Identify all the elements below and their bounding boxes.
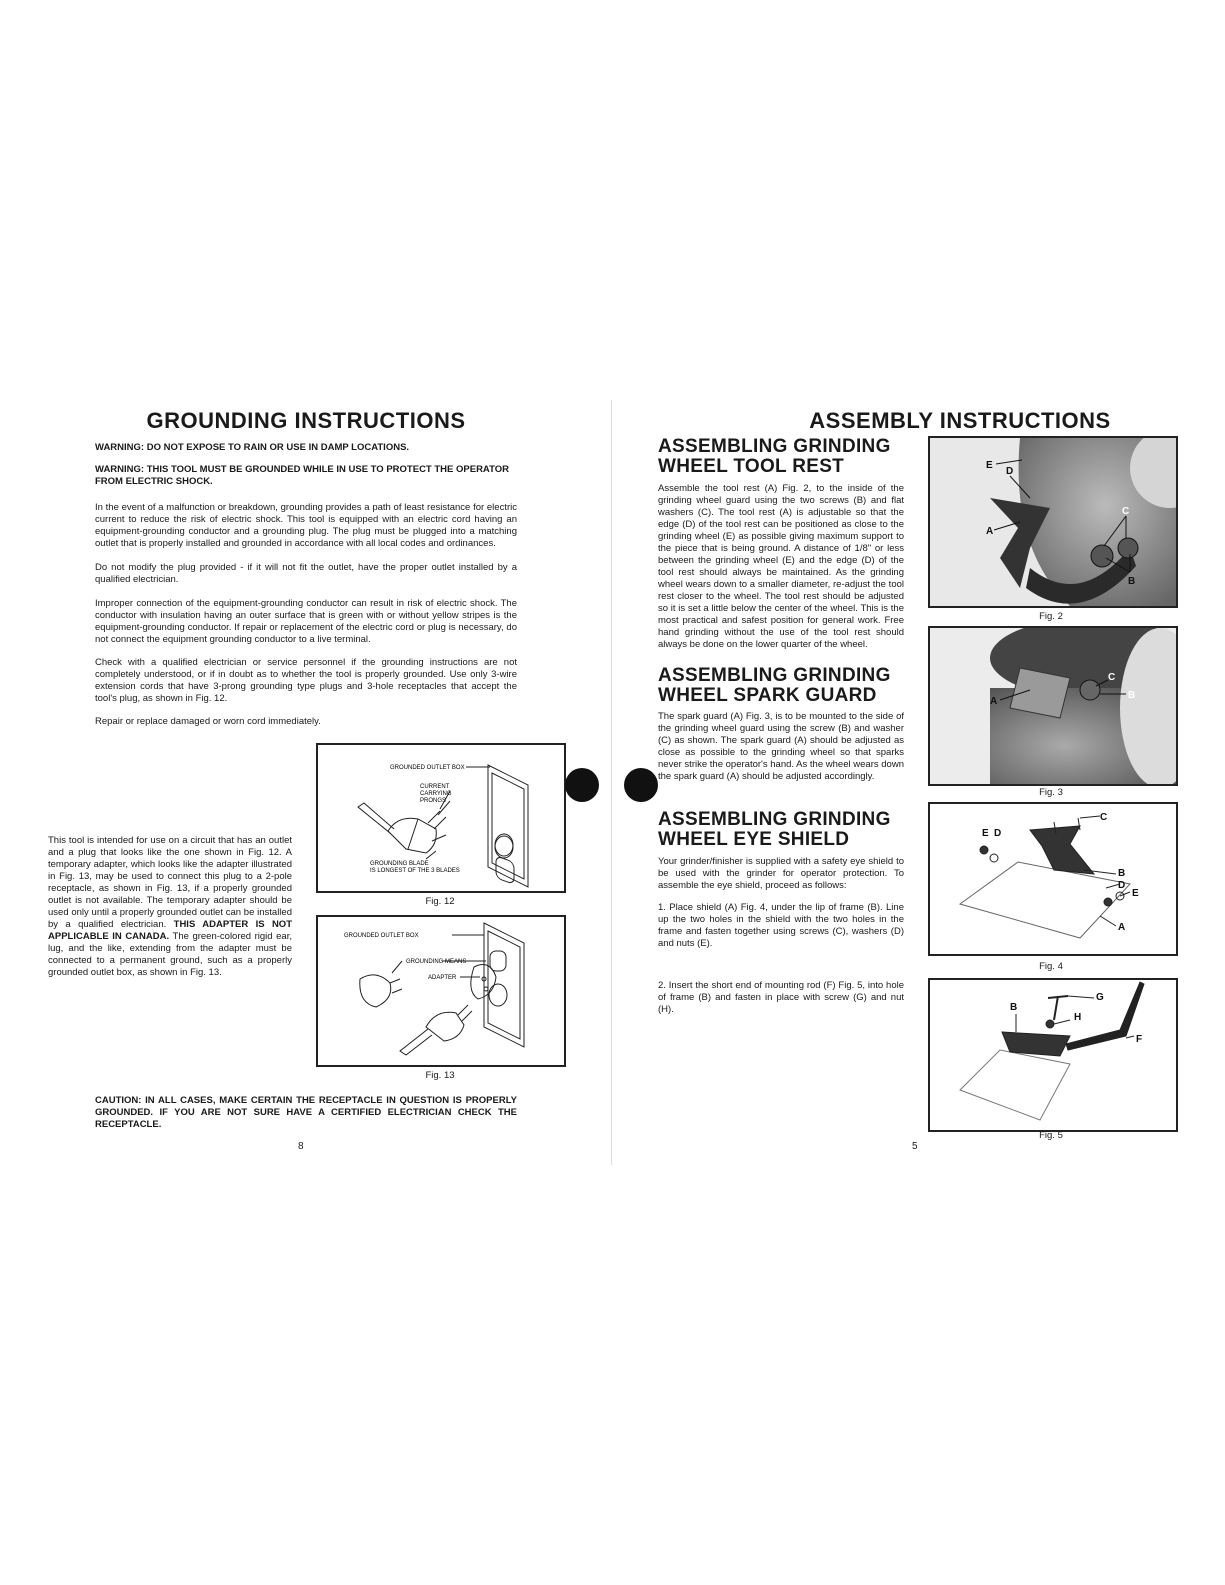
fig4-label-a: A bbox=[1118, 922, 1126, 933]
spark-guard-text: The spark guard (A) Fig. 3, is to be mounted to the side of the grinding wheel guard using the screw (B) and washer (C) as shown. The spark guard (A) should be adjusted as close as possible to the grinding wheel so that sparks never strike the operator's hand. As the wheel wears down the spark guard (A) should be adjusted accordingly. bbox=[658, 711, 904, 782]
spark-guard-heading bbox=[658, 666, 918, 706]
grounding-para-2: Do not modify the plug provided - if it will not fit the outlet, have the proper outlet installed by a qualified electrician. bbox=[95, 562, 517, 585]
tool-rest-heading-line-2: WHEEL TOOL REST bbox=[658, 456, 845, 477]
fig12-prongs-label-2: CARRYING bbox=[420, 791, 452, 797]
fig3-label-a: A bbox=[990, 696, 998, 707]
fig13-outlet-label: GROUNDED OUTLET BOX bbox=[344, 933, 419, 939]
tool-rest-heading bbox=[658, 437, 918, 477]
binder-hole-right bbox=[624, 768, 658, 802]
eye-shield-heading-line-2: WHEEL EYE SHIELD bbox=[658, 829, 850, 850]
fig12-prongs-label-1: CURRENT bbox=[420, 784, 450, 790]
fig4-label-b: B bbox=[1118, 868, 1126, 879]
grounding-para-3: Improper connection of the equipment-grounding conductor can result in risk of electric shock. The conductor with insulation having an outer surface that is green with or without yellow stripes is the equipment-grounding conductor. If repair or replacement of the electric cord or plug is necessary, do not connect the equipment grounding conductor to a live terminal. bbox=[95, 598, 517, 645]
fig2-label-c: C bbox=[1122, 506, 1130, 517]
fig-13-box bbox=[316, 915, 566, 1067]
eye-shield-text: Your grinder/finisher is supplied with a safety eye shield to be used with the grinder for operator protection. To assemble the eye shield, proceed as follows: bbox=[658, 856, 904, 891]
fig-12-plug-outlet-illustration bbox=[318, 745, 564, 891]
fig-2-caption: Fig. 2 bbox=[1039, 611, 1063, 622]
grounding-para-1: In the event of a malfunction or breakdown, grounding provides a path of least resistance for electric current to reduce the risk of electric shock. This tool is equipped with an electric cord having an equipment-grounding conductor and a grounding plug. The plug must be plugged into a matching outlet that is properly installed and grounded in accordance with all local codes and ordinances. bbox=[95, 502, 517, 549]
fig-12-caption: Fig. 12 bbox=[425, 896, 455, 907]
fig12-prongs-label-3: PRONGS bbox=[420, 798, 447, 804]
fig-2-tool-rest-photo bbox=[930, 438, 1176, 606]
fig5-label-b: B bbox=[1010, 1002, 1018, 1013]
fig2-label-b: B bbox=[1128, 576, 1136, 587]
fig2-label-e: E bbox=[986, 460, 993, 471]
eye-shield-heading bbox=[658, 810, 918, 850]
adapter-text-bold: THIS ADAPTER IS NOT APPLICABLE IN CANADA. bbox=[48, 919, 293, 942]
fig-5-caption: Fig. 5 bbox=[1039, 1130, 1063, 1141]
fig-4-box bbox=[928, 802, 1178, 956]
fig-3-spark-guard-photo bbox=[930, 628, 1176, 784]
adapter-side-text bbox=[48, 835, 292, 979]
spark-guard-heading-line-1: ASSEMBLING GRINDING bbox=[658, 665, 891, 686]
adapter-text-a: This tool is intended for use on a circuit that has an outlet and a plug that looks like the one shown in Fig. 12. A temporary adapter, which looks like the adapter illustrated in Fig. 13, may be used to connect this plug to a 2-pole receptacle, as shown in Fig. 13, if a properly grounded outlet is not available. The temporary adapter should be used only until a properly grounded outlet can be installed by a qualified electrician. bbox=[48, 835, 292, 930]
fig4-label-d-left: D bbox=[994, 828, 1002, 839]
spark-guard-heading-line-2: WHEEL SPARK GUARD bbox=[658, 685, 877, 706]
fig4-label-d-right: D bbox=[1118, 880, 1126, 891]
page-number-left: 8 bbox=[298, 1141, 304, 1152]
eye-shield-step-1: 1. Place shield (A) Fig. 4, under the lip of frame (B). Line up the two holes in the shield with the two holes in the frame and fasten together using screws (C), washers (D) and nuts (E). bbox=[658, 902, 904, 949]
fig-3-caption: Fig. 3 bbox=[1039, 787, 1063, 798]
grounding-para-4: Check with a qualified electrician or service personnel if the grounding instructions are not completely understood, or if in doubt as to whether the tool is properly grounded. Use only 3-wire extension cords that have 3-prong grounding type plugs and 3-hole receptacles that accept the tool's plug, as shown in Fig. 12. bbox=[95, 657, 517, 704]
grounding-title: GROUNDING INSTRUCTIONS bbox=[146, 408, 466, 433]
fig-13-caption: Fig. 13 bbox=[425, 1070, 455, 1081]
page-fold-line bbox=[611, 400, 612, 1165]
fig2-label-d: D bbox=[1006, 466, 1014, 477]
binder-hole-left bbox=[565, 768, 599, 802]
eye-shield-step-2: 2. Insert the short end of mounting rod (F) Fig. 5, into hole of frame (B) and fasten in place with screw (G) and nut (H). bbox=[658, 980, 904, 1015]
fig-5-mounting-rod-parts bbox=[930, 980, 1176, 1130]
fig3-label-b: B bbox=[1128, 690, 1136, 701]
warning-grounded: WARNING: THIS TOOL MUST BE GROUNDED WHILE IN USE TO PROTECT THE OPERATOR FROM ELECTRIC SHOCK. bbox=[95, 464, 509, 487]
page-number-right: 5 bbox=[912, 1141, 918, 1152]
grounding-para-5: Repair or replace damaged or worn cord immediately. bbox=[95, 716, 321, 727]
caution-text: CAUTION: IN ALL CASES, MAKE CERTAIN THE RECEPTACLE IN QUESTION IS PROPERLY GROUNDED. IF YOU ARE NOT SURE HAVE A CERTIFIED ELECTRICIAN CHECK THE RECEPTACLE. bbox=[95, 1095, 517, 1130]
fig5-label-f: F bbox=[1136, 1034, 1143, 1045]
fig13-means-label: GROUNDING MEANS bbox=[406, 959, 467, 965]
tool-rest-heading-line-1: ASSEMBLING GRINDING bbox=[658, 436, 891, 457]
fig-3-box bbox=[928, 626, 1178, 786]
fig3-label-c: C bbox=[1108, 672, 1116, 683]
fig-5-box bbox=[928, 978, 1178, 1132]
fig-4-eye-shield-parts bbox=[930, 804, 1176, 954]
assembly-title: ASSEMBLY INSTRUCTIONS bbox=[809, 408, 1111, 433]
fig12-blade-label-1: GROUNDING BLADE bbox=[370, 861, 429, 867]
fig-12-box bbox=[316, 743, 566, 893]
fig4-label-e-left: E bbox=[982, 828, 989, 839]
fig4-label-c: C bbox=[1100, 812, 1108, 823]
fig12-blade-label-2: IS LONGEST OF THE 3 BLADES bbox=[370, 868, 460, 874]
fig5-label-g: G bbox=[1096, 992, 1104, 1003]
eye-shield-heading-line-1: ASSEMBLING GRINDING bbox=[658, 809, 891, 830]
warning-damp: WARNING: DO NOT EXPOSE TO RAIN OR USE IN DAMP LOCATIONS. bbox=[95, 442, 410, 453]
adapter-text-b: The green-colored rigid ear, lug, and the like, extending from the adapter must be connected to a permanent ground, such as a properly grounded outlet box, as shown in Fig. 13. bbox=[48, 931, 292, 978]
fig5-label-h: H bbox=[1074, 1012, 1082, 1023]
fig4-label-e-right: E bbox=[1132, 888, 1139, 899]
fig-4-caption: Fig. 4 bbox=[1039, 961, 1063, 972]
fig-13-adapter-illustration bbox=[318, 917, 564, 1065]
fig13-adapter-label: ADAPTER bbox=[428, 975, 457, 981]
fig-2-box bbox=[928, 436, 1178, 608]
tool-rest-text: Assemble the tool rest (A) Fig. 2, to the inside of the grinding wheel guard using the two screws (B) and flat washers (C). The tool rest (A) is adjustable so that the edge (D) of the tool rest can be positioned as close to the grinding wheel (E) as possible giving maximum support to the piece that is being ground. A distance of 1/8" or less between the grinding wheel (E) and the edge (D) of the tool rest should always be maintained. As the grinding wheel wears down to a smaller diameter, re-adjust the tool rest closer to the wheel. The tool rest should be adjusted so it is set a little below the center of the wheel. This is the most practical and safest position for general work. Free hand grinding without the use of the tool rest should always be done on the lower quarter of the wheel. bbox=[658, 483, 904, 650]
fig2-label-a: A bbox=[986, 526, 994, 537]
fig12-outlet-label: GROUNDED OUTLET BOX bbox=[390, 765, 465, 771]
